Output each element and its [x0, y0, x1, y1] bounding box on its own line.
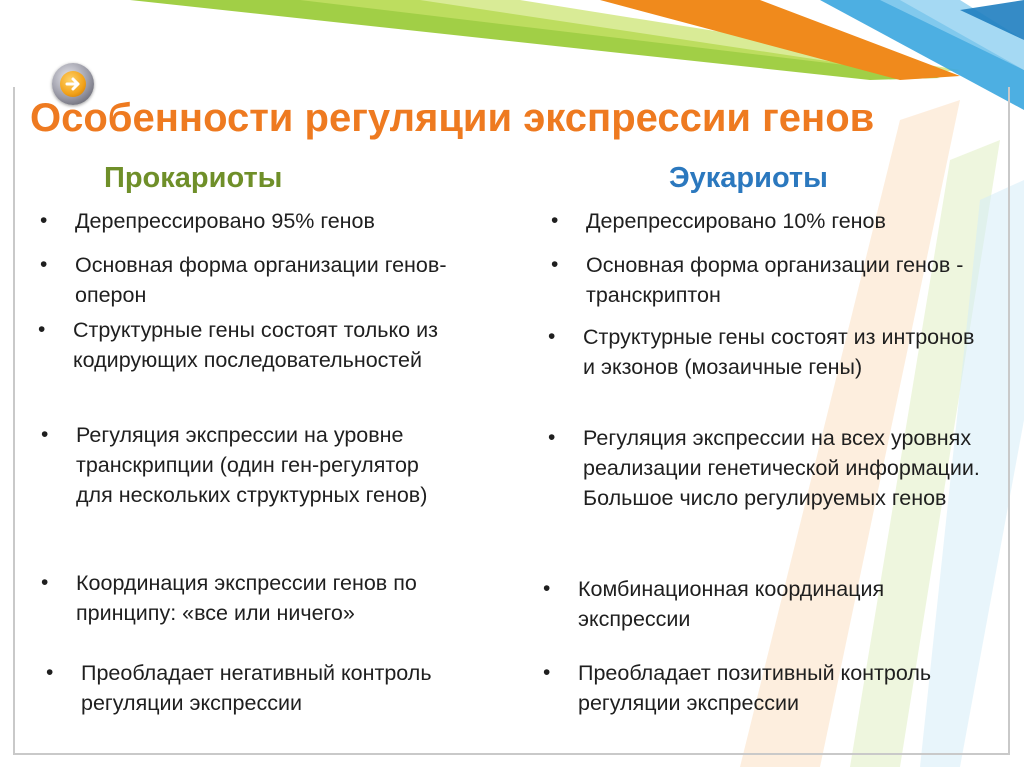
bullet: •: [543, 577, 551, 600]
arrow-right-icon: [60, 71, 86, 97]
item-text: Преобладает негативный контроль регуляции экспрессии: [81, 661, 432, 715]
bullet: •: [41, 571, 49, 594]
bullet: •: [40, 209, 48, 232]
prokaryotes-item: [46, 658, 481, 718]
item-text: Основная форма организации генов- оперон: [75, 253, 447, 307]
bullet: •: [40, 253, 48, 276]
page-title: Особенности регуляции экспрессии генов: [30, 96, 875, 140]
item-text: Структурные гены состоят из интронов и экзонов (мозаичные гены): [583, 325, 975, 379]
bullet: •: [543, 661, 551, 684]
eukaryotes-item: [543, 658, 978, 718]
item-text: Комбинационная координация экспрессии: [578, 577, 885, 631]
bullet: •: [548, 325, 556, 348]
eukaryotes-item: [551, 250, 966, 310]
prokaryotes-item: [41, 568, 476, 628]
prokaryotes-heading: Прокариоты: [104, 162, 283, 194]
bullet: •: [38, 318, 46, 341]
prokaryotes-item: [41, 420, 456, 510]
bullet: •: [548, 426, 556, 449]
prokaryotes-item: [40, 250, 475, 310]
item-text: Регуляция экспрессии на всех уровнях реализации генетической информации. Большое число регулируемых генов: [583, 426, 980, 510]
item-text: Дерепрессировано 10% генов: [586, 209, 886, 233]
item-text: Основная форма организации генов - транскриптон: [586, 253, 964, 307]
eukaryotes-item: [543, 574, 978, 634]
eukaryotes-heading: Эукариоты: [669, 162, 828, 194]
eukaryotes-item: [548, 423, 1008, 513]
prokaryotes-item: [40, 206, 475, 236]
item-text: Преобладает позитивный контроль регуляции экспрессии: [578, 661, 932, 715]
bullet: •: [551, 253, 559, 276]
eukaryotes-item: [548, 322, 978, 382]
item-text: Дерепрессировано 95% генов: [75, 209, 375, 233]
item-text: Структурные гены состоят только из кодирующих последовательностей: [73, 318, 438, 372]
bullet: •: [41, 423, 49, 446]
item-text: Регуляция экспрессии на уровне транскрипции (один ген-регулятор для нескольких структурных генов): [76, 423, 428, 507]
bullet: •: [46, 661, 54, 684]
item-text: Координация экспрессии генов по принципу: «все или ничего»: [76, 571, 417, 625]
eukaryotes-item: [551, 206, 976, 236]
bullet: •: [551, 209, 559, 232]
prokaryotes-item: [38, 315, 453, 375]
